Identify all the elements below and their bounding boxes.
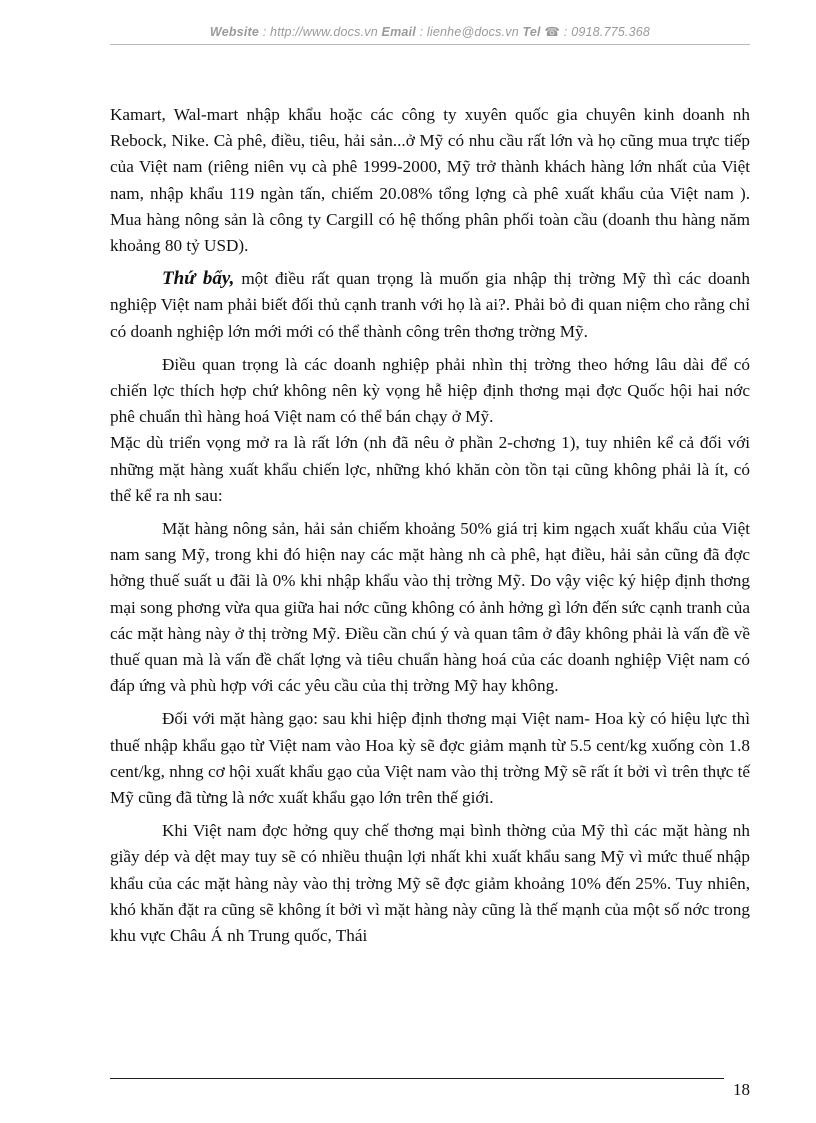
tel-label: Tel <box>522 25 541 39</box>
paragraph-5: Mặt hàng nông sản, hải sản chiếm khoảng 50% giá trị kim ngạch xuất khẩu của Việt nam sang Mỹ, trong khi đó hiện nay các mặt hàng nh cà phê, hạt điều, hải sản cũng đã đợc hởng thuế suất u đãi là 0% khi nhập khẩu vào thị trờng Mỹ. Do vậy việc ký hiệp định thơng mại song phơng vừa qua giữa hai nớc cũng không có ảnh hởng gì lớn đến sức cạnh tranh của các mặt hàng này ở thị trờng Mỹ. Điều cần chú ý và quan tâm ở đây không phải là vấn đề về thuế quan mà là vấn đề chất lợng và tiêu chuẩn hàng hoá của các doanh nghiệp Việt nam có đáp ứng và phù hợp với các yêu cầu của thị trờng Mỹ hay không. <box>110 519 750 696</box>
document-body <box>110 102 750 949</box>
website-value[interactable]: : http://www.docs.vn <box>259 25 382 39</box>
header-divider <box>110 44 750 45</box>
paragraph-1: Kamart, Wal-mart nhập khẩu hoặc các công ty xuyên quốc gia chuyên kinh doanh nh Rebock, Nike. Cà phê, điều, tiêu, hải sản...ở Mỹ có nhu cầu rất lớn và họ cũng mua trực tiếp của Việt nam (riêng niên vụ cà phê 1999-2000, Mỹ trở thành khách hàng lớn nhất của Việt nam, nhập khẩu 119 ngàn tấn, chiếm 20.08% tổng lợng cà phê xuất khẩu của Việt nam ). Mua hàng nông sản là công ty Cargill có hệ thống phân phối toàn cầu (doanh thu hàng năm khoảng 80 tỷ USD). <box>110 105 750 256</box>
paragraph-7: Khi Việt nam đợc hởng quy chế thơng mại bình thờng của Mỹ thì các mặt hàng nh giầy dép và dệt may tuy sẽ có nhiều thuận lợi nhất khi xuất khẩu sang Mỹ vì mức thuế nhập khẩu của các mặt hàng này vào thị trờng Mỹ sẽ đợc giảm khoảng 10% đến 25%. Tuy nhiên, khó khăn đặt ra cũng sẽ không ít bởi vì mặt hàng này cũng là thế mạnh của một số nớc trong khu vực Châu Á nh Trung quốc, Thái <box>110 821 750 946</box>
paragraph-2-text: một điều rất quan trọng là muốn gia nhập thị trờng Mỹ thì các doanh nghiệp Việt nam phải biết đối thủ cạnh tranh với họ là ai?. Phải bỏ đi quan niệm cho rằng chỉ có doanh nghiệp lớn mới mới có thể thành công trên thơng trờng Mỹ. <box>110 269 750 341</box>
footer-divider <box>110 1078 724 1079</box>
paragraph-6: Đối với mặt hàng gạo: sau khi hiệp định thơng mại Việt nam- Hoa kỳ có hiệu lực thì thuế nhập khẩu gạo từ Việt nam vào Hoa kỳ sẽ đợc giảm mạnh từ 5.5 cent/kg xuống còn 1.8 cent/kg, nhng cơ hội xuất khẩu gạo của Việt nam vào thị trờng Mỹ sẽ rất ít bởi vì trên thực tế Mỹ cũng đã từng là nớc xuất khẩu gạo lớn trên thế giới. <box>110 709 750 808</box>
paragraph-2 <box>110 266 750 345</box>
paragraph-2-lead: Thứ bẩy, <box>162 268 235 290</box>
paragraph-4: Mặc dù triển vọng mở ra là rất lớn (nh đã nêu ở phần 2-chơng 1), tuy nhiên kể cả đối với những mặt hàng xuất khẩu chiến lợc, những khó khăn còn tồn tại cũng không phải là ít, có thể kể ra nh sau: <box>110 433 750 505</box>
page-header <box>110 24 750 39</box>
website-label: Website <box>209 25 260 39</box>
email-label: Email <box>381 25 416 39</box>
tel-value: ☎ : 0918.775.368 <box>540 25 651 39</box>
paragraph-3: Điều quan trọng là các doanh nghiệp phải nhìn thị trờng theo hớng lâu dài để có chiến lợc thích hợp chứ không nên kỳ vọng hễ hiệp định thơng mại đợc Quốc hội hai nớc phê chuẩn thì hàng hoá Việt nam có thể bán chạy ở Mỹ. <box>110 354 750 427</box>
page-number: 18 <box>733 1080 750 1099</box>
email-value[interactable]: : lienhe@docs.vn <box>415 25 523 39</box>
